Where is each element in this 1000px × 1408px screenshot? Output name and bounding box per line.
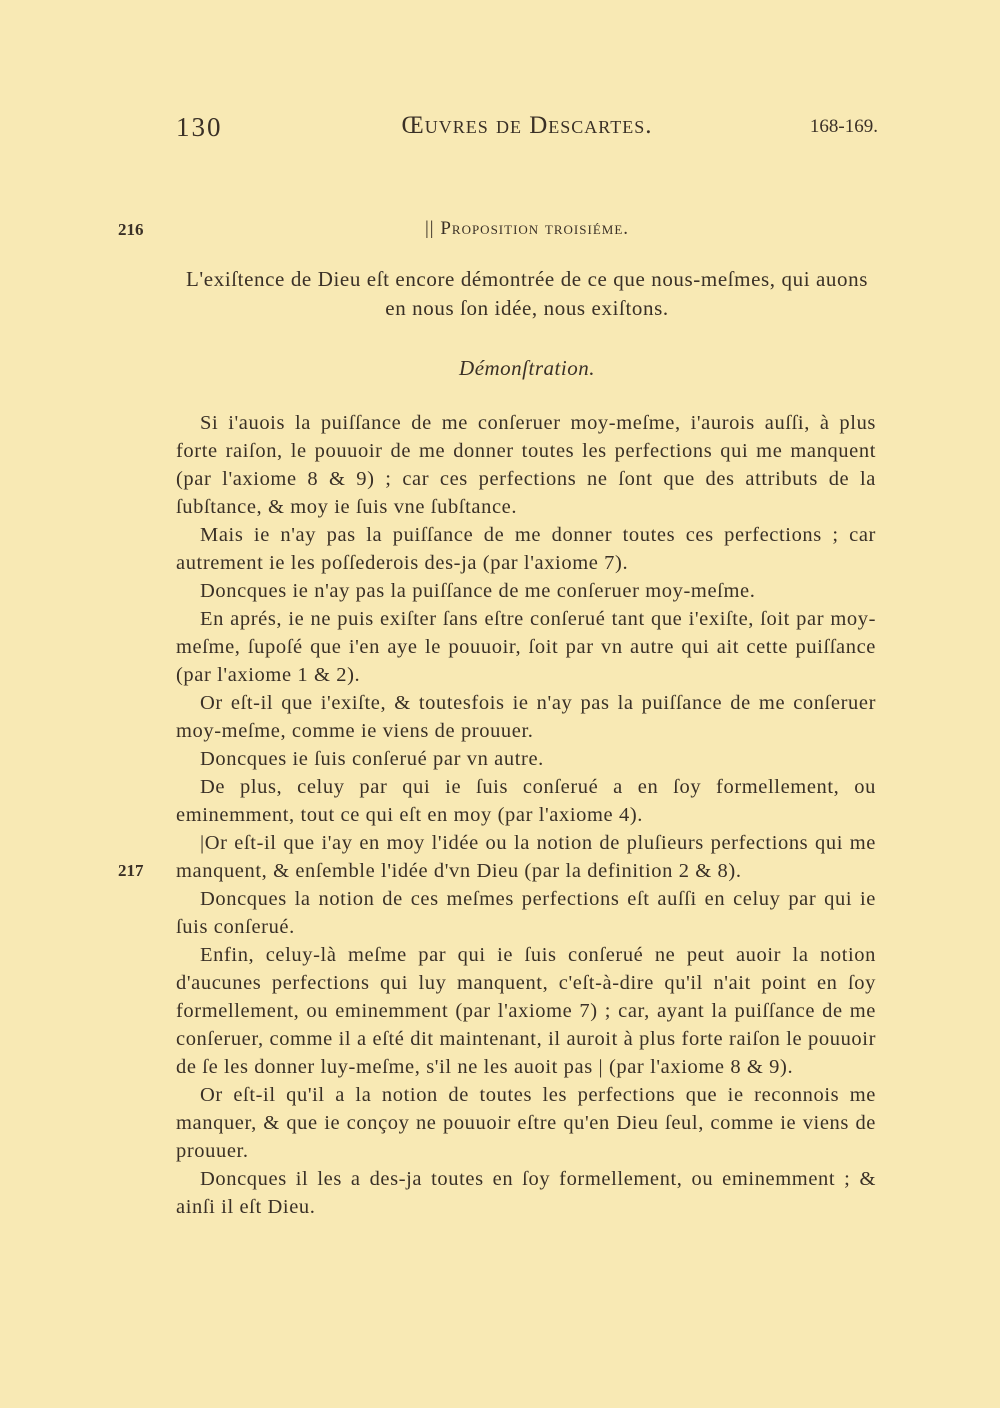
paragraph: Doncques ie n'ay pas la puiſſance de me conſeruer moy-meſme. — [200, 580, 756, 602]
paragraph: Doncques ie ſuis conſerué par vn autre. — [200, 748, 544, 770]
page-range: 168-169. — [809, 116, 878, 137]
running-head — [176, 112, 878, 146]
section-heading: || Proposition troisiéme. — [424, 218, 630, 239]
demonstration-title: Démonſtration. — [459, 356, 595, 380]
demonstration-body — [176, 409, 876, 1221]
paragraph: Mais ie n'ay pas la puiſſance de me donner toutes ces perfections ; car autrement ie les poſſederois des-ja (par l'axiome 7). — [176, 524, 876, 574]
paragraph: Or eſt-il que i'exiſte, & toutesfois ie n'ay pas la puiſſance de me conſeruer moy-meſme, comme ie viens de prouuer. — [176, 692, 876, 742]
running-title: Œuvres de Descartes. — [401, 112, 653, 139]
paragraph: Enfin, celuy-là meſme par qui ie ſuis conſerué ne peut auoir la notion d'aucunes perfections qui luy manquent, c'eſt-à-dire qu'il n'ait point en ſoy formellement, ou eminemment (par l'axiome 7) ; car, ayant la puiſſance de me conſeruer, comme il a eſté dit maintenant, il auroit à plus forte raiſon le pouuoir de ſe les donner luy-meſme, s'il ne les auoit pas | (par l'axiome 8 & 9). — [176, 944, 876, 1078]
paragraph: En aprés, ie ne puis exiſter ſans eſtre conſerué tant que i'exiſte, ſoit par moy-meſme, ſupoſé que i'en aye le pouuoir, ſoit par vn autre qui ait cette puiſſance (par l'axiome 1 & 2). — [176, 608, 876, 686]
margin-number-217: 217 — [118, 861, 144, 880]
proposition-statement: L'exiſtence de Dieu eſt encore démontrée de ce que nous-meſmes, qui auons en nous ſon idée, nous exiſtons. — [185, 267, 868, 320]
paragraph: Doncques la notion de ces meſmes perfections eſt auſſi en celuy par qui ie ſuis conſerué. — [176, 888, 876, 938]
margin-number-216: 216 — [118, 220, 144, 239]
paragraph: Si i'auois la puiſſance de me conſeruer moy-meſme, i'aurois auſſi, à plus forte raiſon, le pouuoir de me donner toutes les perfections qui me manquent (par l'axiome 8 & 9) ; car ces perfections ne ſont que des attributs de la ſubſtance, & moy ie ſuis vne ſubſtance. — [176, 412, 876, 518]
paragraph: Doncques il les a des-ja toutes en ſoy formellement, ou eminemment ; & ainſi il eſt Dieu. — [176, 1168, 876, 1218]
paragraph: |Or eſt-il que i'ay en moy l'idée ou la notion de pluſieurs perfections qui me manquent, & enſemble l'idée d'vn Dieu (par la definition 2 & 8). — [176, 832, 876, 882]
paragraph: Or eſt-il qu'il a la notion de toutes les perfections que ie reconnois me manquer, & que ie conçoy ne pouuoir eſtre qu'en Dieu ſeul, comme ie viens de prouuer. — [176, 1084, 876, 1162]
paragraph: De plus, celuy par qui ie ſuis conſerué a en ſoy formellement, ou eminemment, tout ce qui eſt en moy (par l'axiome 4). — [176, 776, 876, 826]
page-number: 130 — [176, 112, 223, 142]
